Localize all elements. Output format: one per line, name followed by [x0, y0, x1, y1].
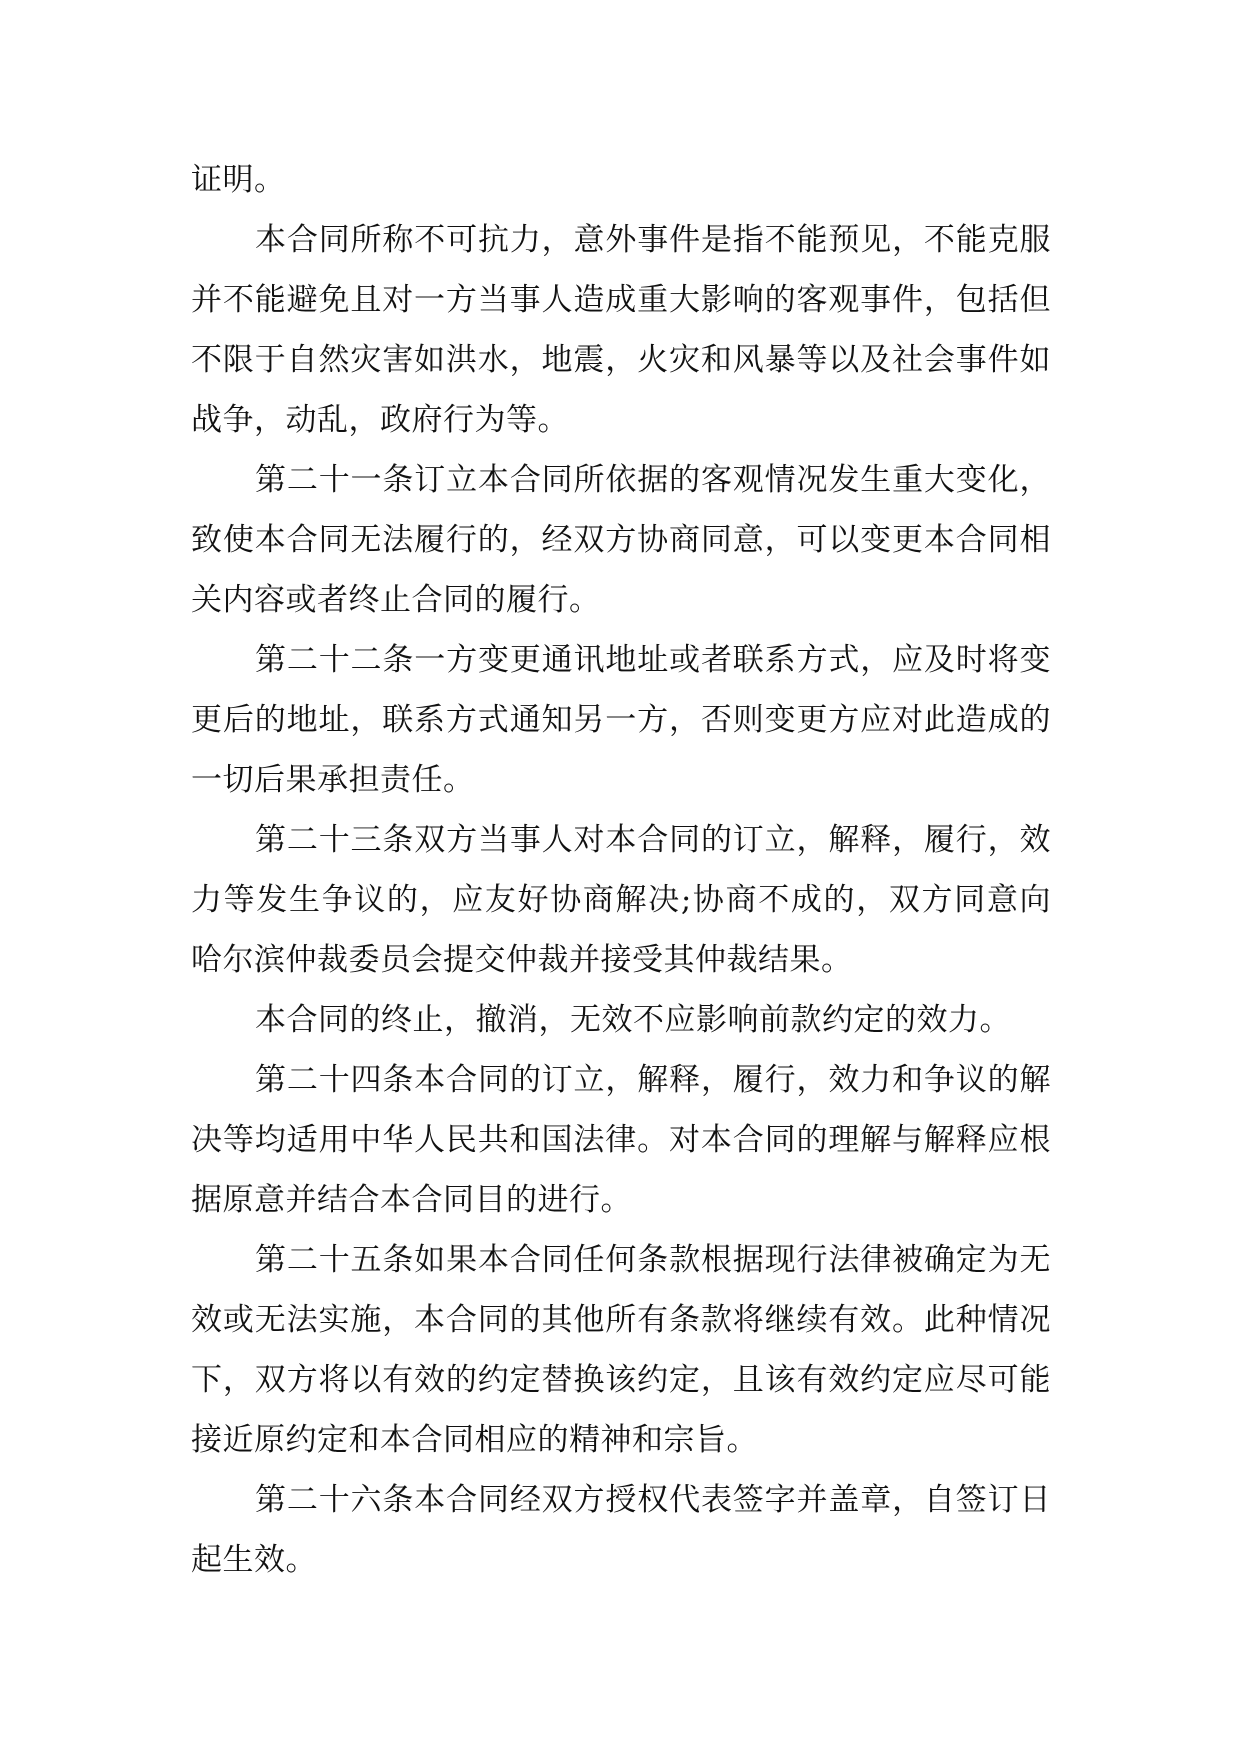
document-body [191, 150, 1051, 1590]
paragraph-article-25: 第二十五条如果本合同任何条款根据现行法律被确定为无效或无法实施，本合同的其他所有条款将继续有效。此种情况下，双方将以有效的约定替换该约定，且该有效约定应尽可能接近原约定和本合同相应的精神和宗旨。 [191, 1242, 1051, 1458]
paragraph-article-21: 第二十一条订立本合同所依据的客观情况发生重大变化，致使本合同无法履行的，经双方协商同意，可以变更本合同相关内容或者终止合同的履行。 [191, 462, 1051, 618]
paragraph-article-23: 第二十三条双方当事人对本合同的订立，解释，履行，效力等发生争议的，应友好协商解决;协商不成的，双方同意向哈尔滨仲裁委员会提交仲裁并接受其仲裁结果。 [191, 822, 1051, 978]
paragraph-force-majeure: 本合同所称不可抗力，意外事件是指不能预见，不能克服并不能避免且对一方当事人造成重大影响的客观事件，包括但不限于自然灾害如洪水，地震，火灾和风暴等以及社会事件如战争，动乱，政府行为等。 [191, 222, 1051, 438]
paragraph-article-24: 第二十四条本合同的订立，解释，履行，效力和争议的解决等均适用中华人民共和国法律。对本合同的理解与解释应根据原意并结合本合同目的进行。 [191, 1062, 1051, 1218]
paragraph-continuation: 证明。 [191, 162, 286, 198]
paragraph-termination-effect: 本合同的终止，撤消，无效不应影响前款约定的效力。 [255, 1002, 1011, 1038]
paragraph-article-22: 第二十二条一方变更通讯地址或者联系方式，应及时将变更后的地址，联系方式通知另一方，否则变更方应对此造成的一切后果承担责任。 [191, 642, 1051, 798]
paragraph-article-26: 第二十六条本合同经双方授权代表签字并盖章，自签订日起生效。 [191, 1482, 1051, 1578]
